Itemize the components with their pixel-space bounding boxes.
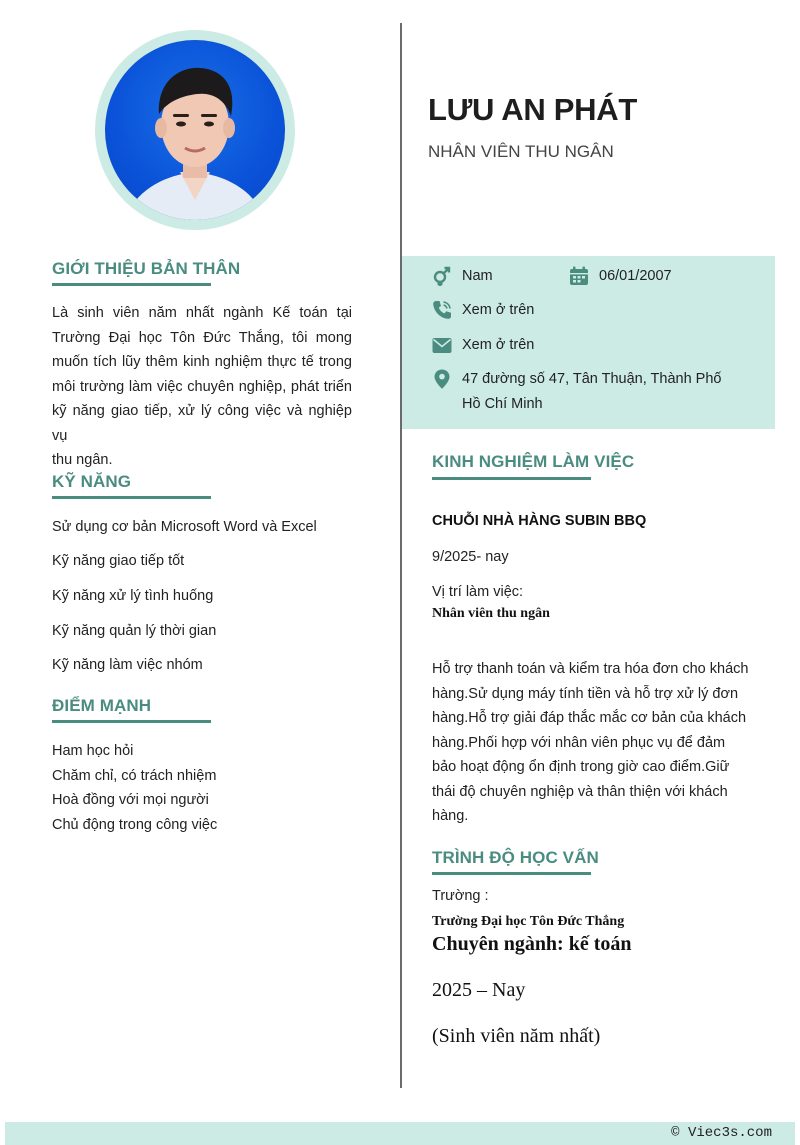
birthdate-value: 06/01/2007 [599, 268, 672, 284]
strengths-item: Hoà đồng với mọi người [52, 792, 209, 808]
gender-icon [432, 266, 452, 286]
footer-credit: © Viec3s.com [671, 1125, 772, 1141]
about-line: Trường Đại học Tôn Đức Thắng, tôi mong [52, 329, 352, 346]
education-period: 2025 – Nay [432, 979, 526, 1001]
experience-period: 9/2025- nay [432, 549, 509, 565]
address-line: 47 đường số 47, Tân Thuận, Thành Phố [462, 371, 722, 387]
gender-value: Nam [462, 268, 493, 284]
strengths-item: Chăm chỉ, có trách nhiệm [52, 768, 217, 784]
skills-item: Sử dụng cơ bản Microsoft Word và Excel [52, 519, 317, 535]
calendar-icon [569, 266, 589, 286]
description-line: hàng.Hỗ trợ giải đáp thắc mắc cơ bản của khách [432, 710, 747, 726]
description-line: hàng.Sử dụng máy tính tiền và hỗ trợ xử lý đơn [432, 685, 739, 702]
email-icon [432, 336, 452, 356]
avatar [105, 40, 285, 220]
about-text [52, 301, 352, 473]
position-value: Nhân viên thu ngân [432, 606, 550, 621]
strengths-underline [52, 720, 211, 723]
skills-underline [52, 496, 211, 499]
skills-item: Kỹ năng giao tiếp tốt [52, 553, 185, 569]
major: Chuyên ngành: kế toán [432, 933, 632, 955]
description-line: thái độ chuyên nghiệp và thân thiện với khách [432, 783, 728, 800]
location-icon [432, 369, 452, 389]
skills-item: Kỹ năng xử lý tình huống [52, 588, 214, 604]
email-value: Xem ở trên [462, 337, 535, 353]
school-name: Trường Đại học Tôn Đức Thắng [432, 914, 625, 929]
job-title: NHÂN VIÊN THU NGÂN [428, 142, 614, 161]
phone-value: Xem ở trên [462, 302, 535, 318]
strengths-item: Chủ động trong công việc [52, 817, 218, 833]
full-name: LƯU AN PHÁT [428, 92, 637, 127]
education-underline [432, 872, 591, 875]
strengths-title: ĐIỂM MẠNH [52, 696, 152, 715]
position-label: Vị trí làm việc: [432, 584, 524, 600]
address-line: Hồ Chí Minh [462, 396, 543, 412]
about-underline [52, 283, 211, 286]
description-line: hàng.Phối hợp với nhân viên phục vụ để đảm [432, 734, 726, 751]
experience-description [432, 657, 748, 829]
education-note: (Sinh viên năm nhất) [432, 1025, 601, 1047]
phone-icon [432, 300, 452, 320]
skills-item: Kỹ năng làm việc nhóm [52, 657, 203, 673]
about-line: kỹ năng giao tiếp, xử lý công việc và nghiệp vụ [52, 403, 352, 444]
description-line: bảo hoạt động ổn định trong giờ cao điểm.Giữ [432, 759, 730, 775]
experience-title: KINH NGHIỆM LÀM VIỆC [432, 452, 635, 471]
avatar-photo [105, 40, 285, 220]
school-label: Trường : [432, 888, 489, 904]
description-line: Hỗ trợ thanh toán và kiểm tra hóa đơn cho khách [432, 661, 749, 677]
skills-item: Kỹ năng quản lý thời gian [52, 623, 217, 639]
about-line: môi trường làm việc chuyên nghiệp, phát triển [52, 378, 352, 395]
experience-underline [432, 477, 591, 480]
about-title: GIỚI THIỆU BẢN THÂN [52, 259, 241, 278]
skills-title: KỸ NĂNG [52, 472, 132, 491]
strengths-item: Ham học hỏi [52, 743, 134, 759]
education-title: TRÌNH ĐỘ HỌC VẤN [432, 848, 599, 867]
about-line: muốn tích lũy thêm kinh nghiệm thực tế trong [52, 354, 352, 370]
about-line: Là sinh viên năm nhất ngành Kế toán tại [52, 305, 352, 321]
column-divider [400, 23, 402, 1088]
company-name: CHUỖI NHÀ HÀNG SUBIN BBQ [432, 513, 647, 529]
about-line: thu ngân. [52, 452, 113, 468]
description-line: hàng. [432, 808, 469, 824]
